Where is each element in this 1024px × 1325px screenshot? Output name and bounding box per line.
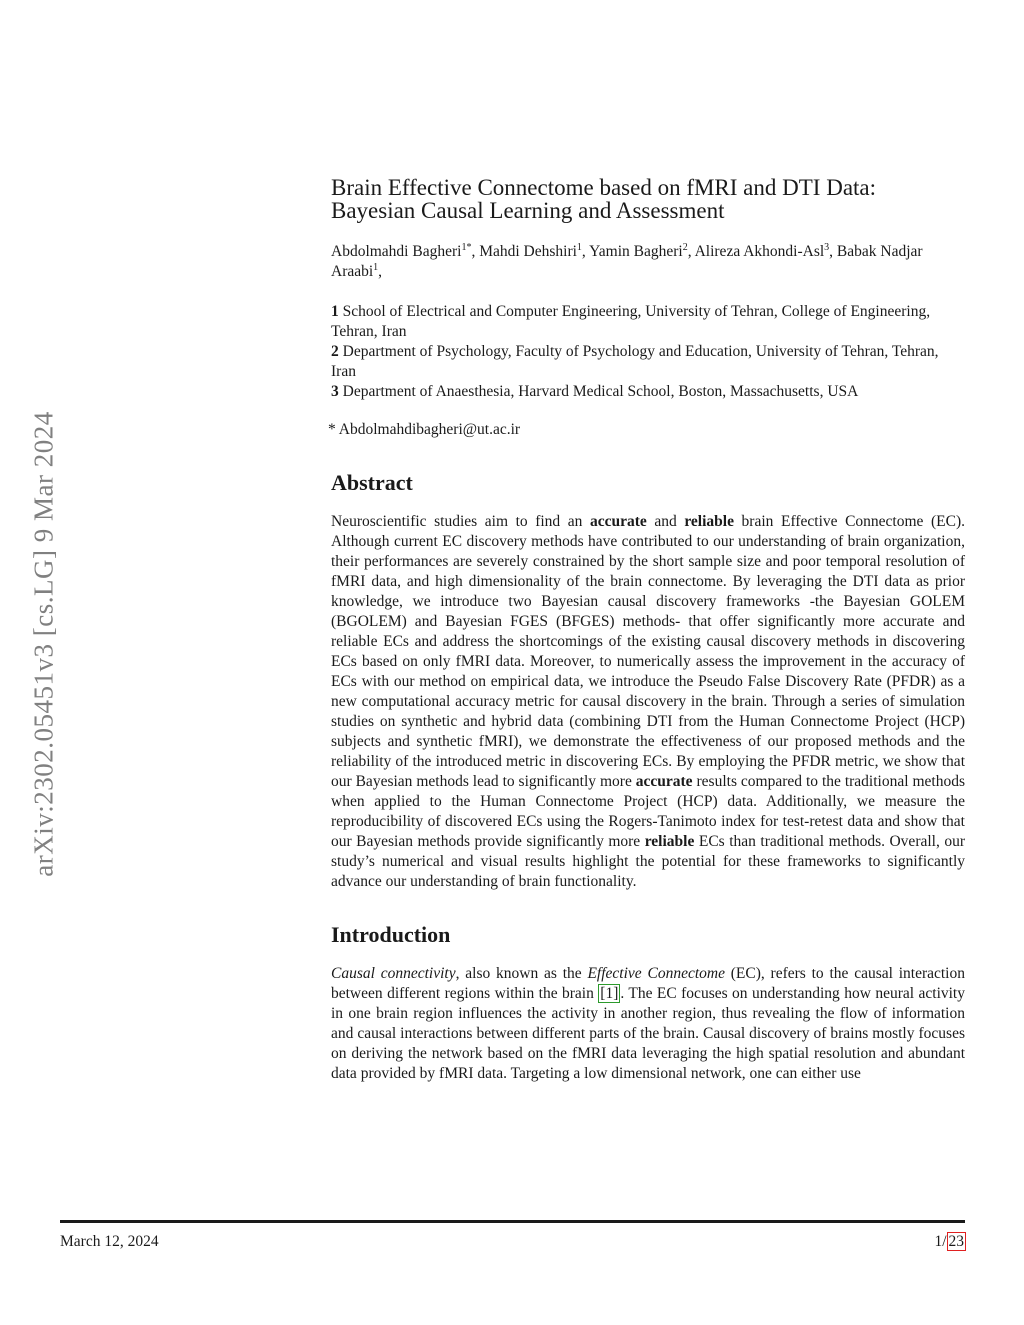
- affiliation-list: [331, 302, 965, 402]
- author: Abdolmahdi Bagheri$^{1*}$,: [331, 241, 480, 260]
- affiliation: 1 School of Electrical and Computer Engineering, University of Tehran, College of Engineering, Tehran, Iran: [331, 303, 931, 340]
- paper-content: [328, 175, 966, 1084]
- author: Yamin Bagheri$^2$,: [589, 241, 695, 260]
- affiliation: 2 Department of Psychology, Faculty of Psychology and Education, University of Tehran, Tehran, Iran: [331, 343, 939, 380]
- author: Alireza Akhondi-Asl$^3$,: [694, 241, 837, 260]
- page-number: 1/ 23: [934, 1233, 964, 1250]
- title-line-1: Brain Effective Connectome based on fMRI and DTI Data:: [331, 175, 877, 200]
- introduction-heading: Introduction: [331, 922, 451, 947]
- footer-date: March 12, 2024: [60, 1233, 159, 1250]
- arxiv-identifier: arXiv:2302.05451v3 [cs.LG] 9 Mar 2024: [28, 411, 59, 877]
- abstract-text: Neuroscientific studies aim to find an accurate and reliable brain Effective Connectome (EC). Although current EC discovery methods have contributed to our understanding of brain organization, their performances are severely constrained by the short sample size and poor temporal resolution of fMRI data, and high dimensionality of the brain connectome. By leveraging the DTI data as prior knowledge, we introduce two Bayesian causal discovery frameworks -the Bayesian GOLEM (BGOLEM) and Bayesian FGES (BFGES) methods- that offer significantly more accurate and reliable ECs and address the shortcomings of the existing causal discovery methods in discovering ECs based on only fMRI data. Moreover, to numerically assess the improvement in the accuracy of ECs with our method on empirical data, we introduce the Pseudo False Discovery Rate (PFDR) as a new computational accuracy metric for causal discovery in the brain. Through a series of simulation studies on synthetic and hybrid data (combining DTI from the Human Connectome Project (HCP) subjects and synthetic fMRI), we demonstrate the effectiveness of our proposed methods and the reliability of the introduced metric in discovering ECs. By employing the PFDR metric, we show that our Bayesian methods lead to significantly more accurate results compared to the traditional methods when applied to the Human Connectome Project (HCP) data. Additionally, we measure the reproducibility of discovered ECs using the Rogers-Tanimoto index for test-retest data and show that our Bayesian methods provide significantly more reliable ECs than traditional methods. Overall, our study’s numerical and visual results highlight the potential for these frameworks to significantly advance our understanding of brain functionality.: [331, 513, 966, 890]
- citation-link[interactable]: [1]: [600, 985, 619, 1002]
- corresponding-email: [328, 420, 965, 440]
- footer-divider: [60, 1220, 965, 1223]
- total-pages-link[interactable]: 23: [948, 1233, 964, 1250]
- author-list: [331, 242, 965, 282]
- introduction-text: Causal connectivity, also known as the Effective Connectome (EC), refers to the causal interaction between different regions within the brain [1] . The EC focuses on understanding how neural activity in one brain region influences the activity in another region, thus revealing the flow of information and causal interactions between different parts of the brain. Causal discovery of brains mostly focuses on deriving the network based on the fMRI data leveraging the high spatial resolution and abundant data provided by fMRI data. Targeting a low dimensional network, one can either use: [331, 965, 965, 1082]
- title-line-2: Bayesian Causal Learning and Assessment: [331, 198, 725, 223]
- email-address[interactable]: Abdolmahdibagheri@ut.ac.ir: [338, 421, 521, 438]
- author: Babak Nadjar Araabi$^1$,: [331, 243, 923, 280]
- abstract-heading: Abstract: [331, 470, 413, 495]
- author: Mahdi Dehshiri$^1$,: [479, 241, 590, 260]
- paper-title: [331, 176, 965, 222]
- email-marker: *: [328, 421, 336, 438]
- affiliation: 3 Department of Anaesthesia, Harvard Medical School, Boston, Massachusetts, USA: [331, 383, 859, 400]
